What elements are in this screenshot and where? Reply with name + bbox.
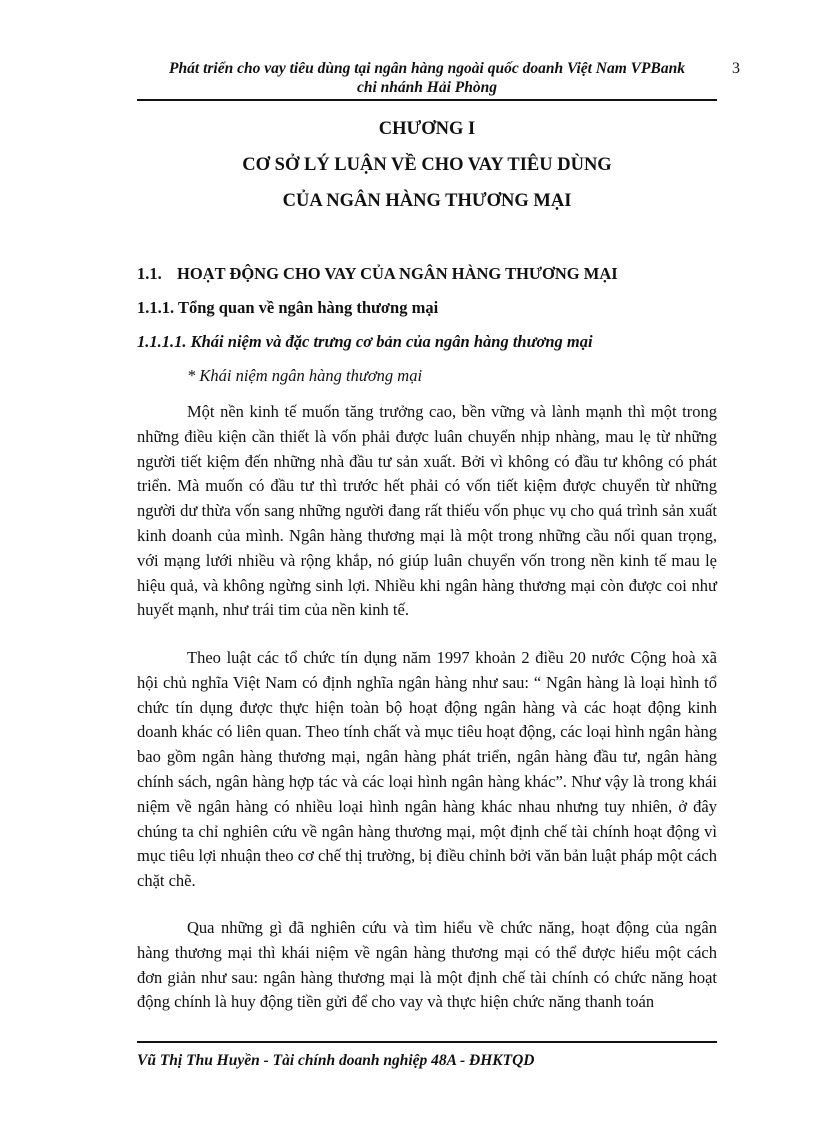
subheading-definition: * Khái niệm ngân hàng thương mại — [187, 366, 423, 385]
chapter-title-line1: CƠ SỞ LÝ LUẬN VỀ CHO VAY TIÊU DÙNG — [242, 155, 612, 175]
header-divider — [137, 99, 717, 101]
paragraph-2: Theo luật các tổ chức tín dụng năm 1997 khoản 2 điều 20 nước Cộng hoà xã hội chủ nghĩa Việt Nam có định nghĩa ngân hàng như sau: “ Ngân hàng là loại hình tổ chức tín dụng được thực hiện toàn bộ hoạt động ngân hàng và các hoạt động kinh doanh khác có liên quan. Theo tính chất và mục tiêu hoạt động, các loại hình ngân hàng bao gồm ngân hàng thương mại, ngân hàng phát triển, ngân hàng đầu tư, ngân hàng chính sách, ngân hàng hợp tác và các loại hình ngân hàng khác”. Như vậy là trong khái niệm về ngân hàng có nhiều loại hình ngân hàng khác nhau nhưng tuy nhiên, ở đây chúng ta chỉ nghiên cứu về ngân hàng thương mại, một định chế tài chính hoạt động vì mục tiêu lợi nhuận theo cơ chế thị trường, bị điều chỉnh bởi văn bản luật pháp một cách chặt chẽ. — [137, 648, 717, 891]
chapter-label: CHƯƠNG I — [378, 119, 476, 139]
running-footer: Vũ Thị Thu Huyền - Tài chính doanh nghiệp 48A - ĐHKTQD — [137, 1052, 535, 1069]
section-title: HOẠT ĐỘNG CHO VAY CỦA NGÂN HÀNG THƯƠNG MẠI — [177, 264, 618, 283]
section-heading-1-1-1: 1.1.1. Tổng quan về ngân hàng thương mại — [137, 298, 439, 317]
header-title-line1: Phát triển cho vay tiêu dùng tại ngân hàng ngoài quốc doanh Việt Nam VPBank — [169, 60, 685, 77]
paragraph-1: Một nền kinh tế muốn tăng trưởng cao, bền vững và lành mạnh thì một trong những điều kiện cần thiết là vốn phải được luân chuyển nhịp nhàng, mau lẹ từ những người tiết kiệm đến những nhà đầu tư sản xuất. Bởi vì không có đầu tư không có phát triển. Mà muốn có đầu tư thì trước hết phải có vốn tiết kiệm được chuyển từ những người dư thừa vốn sang những người đang rất thiếu vốn phục vụ cho quá trình sản xuất kinh doanh của mình. Ngân hàng thương mại là một trong những cầu nối quan trọng, với mạng lưới nhiều và rộng khắp, nó giúp luân chuyển vốn trong nền kinh tế mau lẹ hiệu quả, và không ngừng sinh lợi. Nhiều khi ngân hàng thương mại còn được coi như huyết mạnh, như trái tim của nền kinh tế. — [137, 402, 717, 620]
footer-divider — [137, 1041, 717, 1043]
running-header — [137, 59, 717, 97]
paragraph-3: Qua những gì đã nghiên cứu và tìm hiểu về chức năng, hoạt động của ngân hàng thương mại thì khái niệm về ngân hàng thương mại có thể được hiểu một cách đơn giản như sau: ngân hàng thương mại là một định chế tài chính có chức năng hoạt động chính là huy động tiền gửi để cho vay và thực hiện chức năng thanh toán — [137, 918, 717, 1012]
section-number: 1.1. — [137, 264, 162, 283]
section-heading-1-1-1-1: 1.1.1.1. Khái niệm và đặc trưng cơ bản của ngân hàng thương mại — [137, 332, 593, 351]
header-title-line2: chi nhánh Hải Phòng — [357, 79, 497, 96]
section-heading-1-1 — [137, 264, 618, 284]
page-number: 3 — [732, 60, 740, 77]
chapter-title-line2: CỦA NGÂN HÀNG THƯƠNG MẠI — [282, 191, 572, 211]
